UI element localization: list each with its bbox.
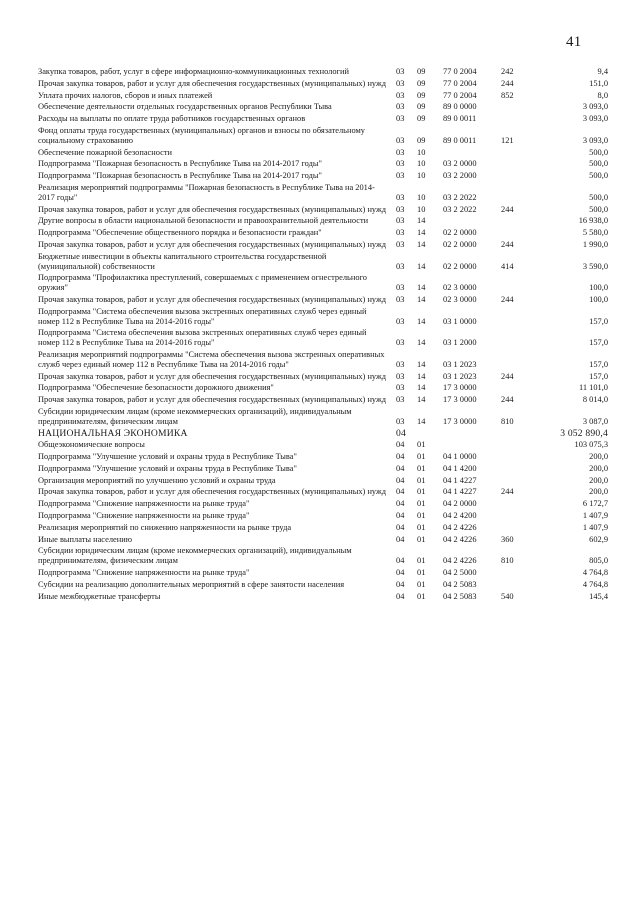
row-target-article: 03 1 0000 — [443, 316, 477, 326]
row-target-article: 04 2 4226 — [443, 556, 477, 566]
row-amount: 6 172,7 — [582, 499, 608, 509]
table-row — [38, 251, 608, 273]
row-section-code: 04 — [396, 556, 405, 566]
row-amount: 3 087,0 — [582, 416, 608, 426]
row-amount: 3 093,0 — [582, 135, 608, 145]
table-row — [38, 349, 608, 371]
row-expense-type: 244 — [501, 204, 514, 214]
row-target-article: 04 2 4200 — [443, 511, 477, 521]
row-subsection-code: 01 — [417, 475, 426, 485]
table-row — [38, 510, 608, 522]
row-target-article: 89 0 0011 — [443, 114, 477, 124]
row-amount: 1 990,0 — [582, 239, 608, 249]
row-section-code: 03 — [396, 90, 405, 100]
row-expense-type: 244 — [501, 371, 514, 381]
table-row — [38, 66, 608, 78]
row-target-article — [437, 428, 499, 440]
row-section-code: 03 — [396, 171, 405, 181]
row-name: Обеспечение деятельности отдельных государственных органов Республики Тыва — [38, 102, 332, 112]
row-target-article: 02 2 0000 — [443, 239, 477, 249]
row-name: Подпрограмма "Пожарная безопасность в Республике Тыва на 2014-2017 годы" — [38, 171, 322, 181]
row-subsection-code: 01 — [417, 522, 426, 532]
table-row — [38, 439, 608, 451]
row-subsection-code: 09 — [417, 114, 426, 124]
row-subsection-code: 01 — [417, 463, 426, 473]
row-name: Прочая закупка товаров, работ и услуг для обеспечения государственных (муниципальных) нужд — [38, 371, 387, 381]
row-name: Реализация мероприятий подпрограммы "Пожарная безопасность в Республике Тыва на 2014-2017 годы" — [38, 182, 375, 202]
row-subsection-code: 09 — [417, 90, 426, 100]
row-target-article: 02 2 0000 — [443, 261, 477, 271]
row-name: Подпрограмма "Снижение напряженности на рынке труда" — [38, 499, 250, 509]
row-target-article: 17 3 0000 — [443, 383, 477, 393]
row-amount: 200,0 — [589, 487, 608, 497]
row-section-code: 04 — [396, 499, 405, 509]
table-row — [38, 463, 608, 475]
table-row — [38, 522, 608, 534]
row-target-article — [437, 439, 499, 451]
table-row — [38, 428, 608, 440]
row-amount: 157,0 — [589, 371, 608, 381]
row-section-code: 04 — [396, 427, 406, 439]
row-section-code: 04 — [396, 591, 405, 601]
row-expense-type — [499, 522, 537, 534]
row-target-article: 02 3 0000 — [443, 294, 477, 304]
row-section-code: 03 — [396, 338, 405, 348]
row-expense-type — [499, 567, 537, 579]
row-amount: 3 093,0 — [582, 102, 608, 112]
row-target-article — [437, 215, 499, 227]
page-number: 41 — [566, 34, 582, 50]
row-subsection-code: 09 — [417, 78, 426, 88]
row-amount: 5 580,0 — [582, 228, 608, 238]
row-subsection-code: 14 — [417, 338, 426, 348]
row-section-code: 03 — [396, 204, 405, 214]
table-row — [38, 204, 608, 216]
row-amount: 100,0 — [589, 283, 608, 293]
table-row — [38, 170, 608, 182]
row-target-article: 04 2 5000 — [443, 568, 477, 578]
row-target-article: 04 1 4227 — [443, 487, 477, 497]
row-expense-type — [499, 101, 537, 113]
row-expense-type — [499, 439, 537, 451]
row-amount: 100,0 — [589, 294, 608, 304]
row-target-article: 02 3 0000 — [443, 283, 477, 293]
row-subsection-code: 14 — [417, 359, 426, 369]
table-row — [38, 545, 608, 567]
row-amount: 8,0 — [597, 90, 608, 100]
row-amount: 805,0 — [589, 556, 608, 566]
row-target-article: 04 1 4200 — [443, 463, 477, 473]
row-amount: 157,0 — [589, 359, 608, 369]
row-subsection-code: 14 — [417, 239, 426, 249]
row-amount: 3 590,0 — [582, 261, 608, 271]
row-target-article: 03 2 0000 — [443, 159, 477, 169]
row-expense-type — [499, 158, 537, 170]
row-section-code: 04 — [396, 440, 405, 450]
row-expense-type — [499, 327, 537, 349]
row-expense-type: 244 — [501, 395, 514, 405]
row-subsection-code: 10 — [417, 204, 426, 214]
table-row — [38, 113, 608, 125]
row-name: Организация мероприятий по улучшению условий и охраны труда — [38, 475, 276, 485]
row-expense-type: 540 — [501, 591, 514, 601]
table-row — [38, 294, 608, 306]
table-row — [38, 394, 608, 406]
row-section-code: 04 — [396, 452, 405, 462]
row-target-article: 04 1 4227 — [443, 475, 477, 485]
row-target-article: 04 2 5083 — [443, 579, 477, 589]
row-subsection-code: 14 — [417, 383, 426, 393]
row-target-article: 03 2 2022 — [443, 204, 477, 214]
row-target-article: 03 2 2022 — [443, 192, 477, 202]
row-amount: 4 764,8 — [582, 579, 608, 589]
row-subsection-code: 14 — [417, 416, 426, 426]
row-amount: 1 407,9 — [582, 511, 608, 521]
row-subsection-code: 14 — [417, 294, 426, 304]
row-name: Субсидии на реализацию дополнительных мероприятий в сфере занятости населения — [38, 579, 345, 589]
table-row — [38, 147, 608, 159]
row-subsection-code: 01 — [417, 440, 426, 450]
row-target-article: 03 1 2000 — [443, 338, 477, 348]
row-subsection-code: 14 — [417, 228, 426, 238]
row-name: Уплата прочих налогов, сборов и иных платежей — [38, 90, 213, 100]
row-expense-type — [499, 182, 537, 204]
row-amount: 103 075,3 — [574, 440, 608, 450]
row-target-article: 04 1 0000 — [443, 452, 477, 462]
row-name: Прочая закупка товаров, работ и услуг для обеспечения государственных (муниципальных) нужд — [38, 395, 387, 405]
row-expense-type — [499, 475, 537, 487]
row-subsection-code: 09 — [417, 67, 426, 76]
table-row — [38, 182, 608, 204]
row-subsection-code: 14 — [417, 283, 426, 293]
row-expense-type — [499, 147, 537, 159]
row-target-article: 77 0 2004 — [443, 90, 477, 100]
table-row — [38, 125, 608, 147]
row-expense-type — [499, 272, 537, 294]
row-section-code: 03 — [396, 239, 405, 249]
row-name: Подпрограмма "Снижение напряженности на рынке труда" — [38, 511, 250, 521]
row-subsection-code: 10 — [417, 147, 426, 157]
row-expense-type — [499, 463, 537, 475]
row-section-code: 03 — [396, 114, 405, 124]
row-target-article: 04 2 5083 — [443, 591, 477, 601]
row-name: Подпрограмма "Обеспечение безопасности дорожного движения" — [38, 383, 274, 393]
table-row — [38, 78, 608, 90]
row-subsection-code: 01 — [417, 591, 426, 601]
row-subsection-code: 09 — [417, 135, 426, 145]
row-section-code: 03 — [396, 159, 405, 169]
row-section-code: 04 — [396, 568, 405, 578]
table-row — [38, 406, 608, 428]
row-name: Подпрограмма "Профилактика преступлений, совершаемых с применением огнестрельного оружия" — [38, 273, 367, 293]
row-subsection-code: 01 — [417, 452, 426, 462]
table-row — [38, 90, 608, 102]
row-amount: 200,0 — [589, 463, 608, 473]
row-name: Другие вопросы в области национальной безопасности и правоохранительной деятельности — [38, 216, 369, 226]
row-section-code: 03 — [396, 383, 405, 393]
row-section-code: 03 — [396, 102, 405, 112]
row-amount: 3 052 890,4 — [560, 427, 608, 439]
row-name: Подпрограмма "Снижение напряженности на рынке труда" — [38, 568, 250, 578]
row-amount: 500,0 — [589, 192, 608, 202]
row-expense-type: 810 — [501, 556, 514, 566]
row-name: Субсидии юридическим лицам (кроме некоммерческих организаций), индивидуальным предпринимателям, физическим лицам — [38, 406, 352, 426]
row-section-code: 03 — [396, 316, 405, 326]
row-amount: 8 014,0 — [582, 395, 608, 405]
row-subsection-code: 09 — [417, 102, 426, 112]
row-amount: 9,4 — [597, 67, 608, 76]
row-subsection-code: 10 — [417, 192, 426, 202]
row-section-code: 04 — [396, 522, 405, 532]
row-expense-type: 244 — [501, 78, 514, 88]
table-row — [38, 451, 608, 463]
row-target-article: 89 0 0000 — [443, 102, 477, 112]
row-expense-type — [499, 227, 537, 239]
row-subsection-code: 01 — [417, 487, 426, 497]
row-expense-type — [499, 510, 537, 522]
table-row — [38, 382, 608, 394]
row-name: Обеспечение пожарной безопасности — [38, 147, 173, 157]
row-target-article: 89 0 0011 — [443, 135, 477, 145]
row-section-code: 03 — [396, 294, 405, 304]
row-target-article: 77 0 2004 — [443, 67, 477, 76]
row-expense-type: 852 — [501, 90, 514, 100]
row-name: Подпрограмма "Система обеспечения вызова экстренных оперативных служб через единый номер 112 в Республике Тыва на 2014-2016 годы" — [38, 328, 367, 348]
row-section-code: 03 — [396, 416, 405, 426]
row-target-article: 04 2 4226 — [443, 522, 477, 532]
row-target-article: 03 2 2000 — [443, 171, 477, 181]
row-expense-type — [499, 306, 537, 328]
row-expense-type: 360 — [501, 534, 514, 544]
row-section-code: 03 — [396, 261, 405, 271]
row-name: Подпрограмма "Система обеспечения вызова экстренных оперативных служб через единый номер 112 в Республике Тыва на 2014-2016 годы" — [38, 306, 367, 326]
table-row — [38, 327, 608, 349]
row-subsection-code: 01 — [417, 556, 426, 566]
row-expense-type — [499, 113, 537, 125]
table-row — [38, 158, 608, 170]
row-name: Иные выплаты населению — [38, 534, 132, 544]
row-subsection-code: 01 — [417, 511, 426, 521]
row-expense-type: 242 — [501, 67, 514, 76]
row-target-article: 04 2 4226 — [443, 534, 477, 544]
row-subsection-code: 14 — [417, 261, 426, 271]
row-section-code: 04 — [396, 487, 405, 497]
row-name: Подпрограмма "Улучшение условий и охраны труда в Республике Тыва" — [38, 463, 297, 473]
row-amount: 3 093,0 — [582, 114, 608, 124]
row-expense-type — [499, 349, 537, 371]
row-target-article: 03 1 2023 — [443, 359, 477, 369]
table-row — [38, 591, 608, 603]
row-subsection-code: 14 — [417, 316, 426, 326]
row-section-code: 04 — [396, 534, 405, 544]
row-section-code: 03 — [396, 228, 405, 238]
row-section-code: 03 — [396, 67, 405, 76]
row-section-code: 03 — [396, 395, 405, 405]
table-row — [38, 215, 608, 227]
row-expense-type — [499, 579, 537, 591]
row-name: Иные межбюджетные трансферты — [38, 591, 161, 601]
row-target-article: 03 1 2023 — [443, 371, 477, 381]
row-name: Прочая закупка товаров, работ и услуг для обеспечения государственных (муниципальных) нужд — [38, 294, 387, 304]
row-target-article: 17 3 0000 — [443, 416, 477, 426]
row-section-code: 03 — [396, 192, 405, 202]
row-amount: 500,0 — [589, 204, 608, 214]
row-section-code: 03 — [396, 371, 405, 381]
row-section-code: 04 — [396, 579, 405, 589]
row-name: Подпрограмма "Обеспечение общественного порядка и безопасности граждан" — [38, 228, 322, 238]
table-row — [38, 239, 608, 251]
row-section-code: 03 — [396, 216, 405, 226]
row-target-article — [437, 147, 499, 159]
row-amount: 200,0 — [589, 475, 608, 485]
row-target-article: 02 2 0000 — [443, 228, 477, 238]
row-expense-type — [499, 498, 537, 510]
row-subsection-code: 14 — [417, 371, 426, 381]
row-name: Фонд оплаты труда государственных (муниципальных) органов и взносы по обязательному социальному страхованию — [38, 125, 365, 145]
table-row — [38, 579, 608, 591]
row-expense-type: 244 — [501, 239, 514, 249]
table-row — [38, 567, 608, 579]
row-expense-type: 810 — [501, 416, 514, 426]
row-expense-type — [499, 451, 537, 463]
row-section-code: 04 — [396, 475, 405, 485]
table-row — [38, 272, 608, 294]
table-row — [38, 101, 608, 113]
row-amount: 1 407,9 — [582, 522, 608, 532]
row-name: Реализация мероприятий подпрограммы "Система обеспечения вызова экстренных оперативных служб через единый номер 112 в Республике Тыва на 2014-2016 годы" — [38, 349, 385, 369]
row-name: Реализация мероприятий по снижению напряженности на рынке труда — [38, 522, 292, 532]
row-section-code: 03 — [396, 135, 405, 145]
row-name: Прочая закупка товаров, работ и услуг для обеспечения государственных (муниципальных) нужд — [38, 239, 387, 249]
row-expense-type — [499, 170, 537, 182]
row-section-code: 04 — [396, 463, 405, 473]
row-name: НАЦИОНАЛЬНАЯ ЭКОНОМИКА — [38, 427, 188, 439]
row-expense-type — [499, 382, 537, 394]
table-body — [38, 66, 608, 602]
budget-table — [38, 66, 608, 602]
row-name: Подпрограмма "Улучшение условий и охраны труда в Республике Тыва" — [38, 452, 297, 462]
row-subsection-code: 10 — [417, 171, 426, 181]
row-section-code: 03 — [396, 283, 405, 293]
row-expense-type: 414 — [501, 261, 514, 271]
row-name: Расходы на выплаты по оплате труда работников государственных органов — [38, 114, 306, 124]
row-target-article: 04 2 0000 — [443, 499, 477, 509]
row-amount: 151,0 — [589, 78, 608, 88]
row-subsection-code — [412, 428, 437, 440]
row-target-article: 77 0 2004 — [443, 78, 477, 88]
row-name: Общеэкономические вопросы — [38, 440, 145, 450]
row-amount: 602,9 — [589, 534, 608, 544]
table-row — [38, 475, 608, 487]
row-name: Прочая закупка товаров, работ и услуг для обеспечения государственных (муниципальных) нужд — [38, 204, 387, 214]
row-subsection-code: 01 — [417, 568, 426, 578]
row-amount: 157,0 — [589, 316, 608, 326]
row-section-code: 03 — [396, 147, 405, 157]
row-section-code: 03 — [396, 78, 405, 88]
row-expense-type — [499, 215, 537, 227]
row-subsection-code: 01 — [417, 579, 426, 589]
row-expense-type: 244 — [501, 487, 514, 497]
row-amount: 145,4 — [589, 591, 608, 601]
row-amount: 11 101,0 — [578, 383, 608, 393]
row-subsection-code: 01 — [417, 499, 426, 509]
row-section-code: 03 — [396, 359, 405, 369]
row-amount: 4 764,8 — [582, 568, 608, 578]
row-expense-type: 121 — [501, 135, 514, 145]
table-row — [38, 534, 608, 546]
row-expense-type: 244 — [501, 294, 514, 304]
row-section-code: 04 — [396, 511, 405, 521]
table-row — [38, 306, 608, 328]
table-row — [38, 227, 608, 239]
row-name: Прочая закупка товаров, работ и услуг для обеспечения государственных (муниципальных) нужд — [38, 78, 387, 88]
row-subsection-code: 14 — [417, 395, 426, 405]
row-amount: 157,0 — [589, 338, 608, 348]
row-amount: 500,0 — [589, 147, 608, 157]
row-name: Субсидии юридическим лицам (кроме некоммерческих организаций), индивидуальным предпринимателям, физическим лицам — [38, 546, 352, 566]
row-amount: 500,0 — [589, 159, 608, 169]
table-row — [38, 498, 608, 510]
row-name: Закупка товаров, работ, услуг в сфере информационно-коммуникационных технологий — [38, 67, 349, 76]
row-expense-type — [499, 428, 537, 440]
row-amount: 500,0 — [589, 171, 608, 181]
row-name: Подпрограмма "Пожарная безопасность в Республике Тыва на 2014-2017 годы" — [38, 159, 322, 169]
table-row — [38, 371, 608, 383]
row-name: Бюджетные инвестиции в объекты капитального строительства государственной (муниципальной) собственности — [38, 251, 327, 271]
table-row — [38, 486, 608, 498]
row-subsection-code: 01 — [417, 534, 426, 544]
row-amount: 16 938,0 — [578, 216, 608, 226]
row-amount: 200,0 — [589, 452, 608, 462]
row-subsection-code: 14 — [417, 216, 426, 226]
row-target-article: 17 3 0000 — [443, 395, 477, 405]
row-name: Прочая закупка товаров, работ и услуг для обеспечения государственных (муниципальных) нужд — [38, 487, 387, 497]
row-subsection-code: 10 — [417, 159, 426, 169]
